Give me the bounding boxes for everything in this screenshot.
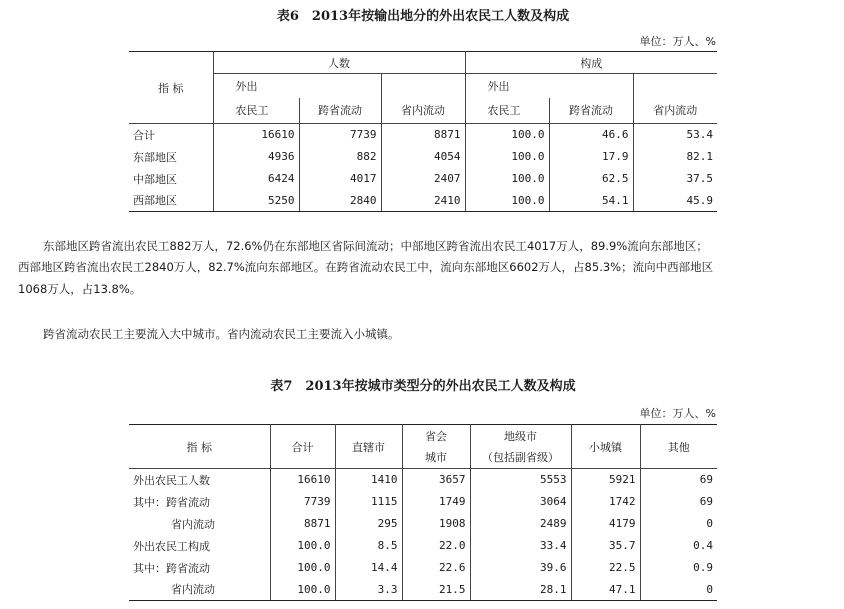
- table6-header-count: 人数: [213, 52, 465, 74]
- cell: 22.5: [571, 557, 640, 579]
- table-row: [129, 491, 717, 513]
- row-label: 中部地区: [129, 168, 213, 190]
- cell: 3.3: [335, 579, 402, 601]
- cell: 100.0: [270, 535, 335, 557]
- table6-header-composition: 构成: [465, 52, 717, 74]
- table6-header-intra: 省内流动: [381, 98, 465, 124]
- row-label: 西部地区: [129, 190, 213, 212]
- cell: 22.6: [402, 557, 470, 579]
- table-row: [129, 469, 717, 491]
- cell: 8871: [381, 124, 465, 146]
- cell: 0.9: [693, 561, 713, 574]
- cell: 82.1: [686, 150, 714, 163]
- cell: 21.5: [402, 579, 470, 601]
- cell: 46.6: [549, 124, 633, 146]
- cell: 7739: [270, 491, 335, 513]
- table6-header-migrant-top-2: 外出: [487, 79, 510, 93]
- table6-header-indicator: 指 标: [129, 52, 213, 124]
- cell: 5553: [470, 469, 571, 491]
- cell: 4017: [299, 168, 381, 190]
- table-row: [129, 146, 717, 168]
- cell: 6424: [213, 168, 299, 190]
- row-label: 外出农民工人数: [129, 469, 270, 491]
- paragraph-1-line-2: 西部地区跨省流出农民工2840万人，82.7%流向东部地区。在跨省流动农民工中，流向东部地区6602万人，占85.3%；流向中西部地区: [18, 260, 714, 274]
- table-row: [129, 168, 717, 190]
- cell: 4179: [571, 513, 640, 535]
- table6: [129, 51, 717, 212]
- cell: 2489: [470, 513, 571, 535]
- cell: 5921: [571, 469, 640, 491]
- cell: 4054: [381, 146, 465, 168]
- table7-header-provincial-bottom: 城市: [402, 447, 470, 469]
- cell: 33.4: [470, 535, 571, 557]
- table7-header-prefecture-top: 地级市: [470, 425, 571, 447]
- table7-header-provincial-top: 省会: [402, 425, 470, 447]
- cell: 37.5: [686, 172, 714, 185]
- cell: 1742: [571, 491, 640, 513]
- cell: 4936: [213, 146, 299, 168]
- table7-header-small-town: 小城镇: [571, 425, 640, 469]
- cell: 100.0: [465, 190, 549, 212]
- cell: 2410: [381, 190, 465, 212]
- row-label: 其中：跨省流动: [129, 557, 270, 579]
- cell: 1908: [402, 513, 470, 535]
- row-label: 合计: [129, 124, 213, 146]
- cell: 8.5: [335, 535, 402, 557]
- cell: 39.6: [470, 557, 571, 579]
- row-label: 其中：跨省流动: [129, 491, 270, 513]
- cell: 100.0: [270, 579, 335, 601]
- cell: 62.5: [549, 168, 633, 190]
- table7: [129, 424, 717, 601]
- table6-header-cross-2: 跨省流动: [549, 98, 633, 124]
- cell: 47.1: [571, 579, 640, 601]
- cell: 0: [640, 579, 717, 601]
- cell: 295: [335, 513, 402, 535]
- table7-header-total: 合计: [270, 425, 335, 469]
- row-label: 省内流动: [129, 579, 270, 601]
- cell: 882: [299, 146, 381, 168]
- cell: 100.0: [465, 124, 549, 146]
- table-row: [129, 535, 717, 557]
- table6-title: 表6 2013年按输出地分的外出农民工人数及构成: [276, 9, 570, 24]
- cell: 16610: [270, 469, 335, 491]
- table-row: [129, 513, 717, 535]
- row-label: 省内流动: [129, 513, 270, 535]
- table6-header-intra-2: 省内流动: [633, 98, 717, 124]
- cell: 16610: [213, 124, 299, 146]
- cell: 53.4: [686, 128, 714, 142]
- cell: 1115: [335, 491, 402, 513]
- cell: 54.1: [549, 190, 633, 212]
- cell: 28.1: [470, 579, 571, 601]
- paragraph-2: 跨省流动农民工主要流入大中城市。省内流动农民工主要流入小城镇。: [43, 327, 400, 341]
- cell: 0.4: [693, 539, 713, 552]
- table7-header-municipality: 直辖市: [335, 425, 402, 469]
- cell: 8871: [270, 513, 335, 535]
- table6-header-cross: 跨省流动: [299, 98, 381, 124]
- cell: 22.0: [402, 535, 470, 557]
- table6-unit: 单位：万人、%: [639, 35, 716, 48]
- cell: 7739: [299, 124, 381, 146]
- cell: 3657: [402, 469, 470, 491]
- table7-title: 表7 2013年按城市类型分的外出农民工人数及构成: [270, 379, 576, 394]
- row-label: 东部地区: [129, 146, 213, 168]
- table-row: [129, 124, 717, 146]
- cell: 45.9: [633, 190, 717, 212]
- cell: 69: [699, 473, 713, 487]
- table-row: [129, 190, 717, 212]
- table-row: [129, 579, 717, 601]
- cell: 69: [699, 495, 713, 508]
- paragraph-1-line-1: 东部地区跨省流出农民工882万人，72.6%仍在东部地区省际间流动；中部地区跨省流出农民工4017万人，89.9%流向东部地区；: [43, 239, 708, 253]
- table6-header-migrant-bottom: 农民工: [213, 98, 299, 124]
- table7-unit: 单位：万人、%: [639, 407, 716, 420]
- table6-header-migrant-top: 外出: [235, 79, 258, 93]
- table-row: [129, 557, 717, 579]
- cell: 2840: [299, 190, 381, 212]
- cell: 3064: [470, 491, 571, 513]
- table7-header-prefecture-bottom: （包括副省级）: [470, 447, 571, 469]
- table6-header-migrant-bottom-2: 农民工: [465, 98, 549, 124]
- table7-header-indicator: 指 标: [129, 425, 270, 469]
- cell: 100.0: [465, 168, 549, 190]
- cell: 35.7: [571, 535, 640, 557]
- cell: 5250: [213, 190, 299, 212]
- cell: 1410: [335, 469, 402, 491]
- cell: 1749: [402, 491, 470, 513]
- cell: 2407: [381, 168, 465, 190]
- cell: 14.4: [335, 557, 402, 579]
- row-label: 外出农民工构成: [129, 535, 270, 557]
- table7-header-other: 其他: [640, 425, 717, 469]
- cell: 100.0: [270, 557, 335, 579]
- cell: 100.0: [465, 146, 549, 168]
- cell: 0: [706, 517, 713, 530]
- paragraph-1-line-3: 1068万人，占13.8%。: [18, 282, 142, 296]
- cell: 17.9: [549, 146, 633, 168]
